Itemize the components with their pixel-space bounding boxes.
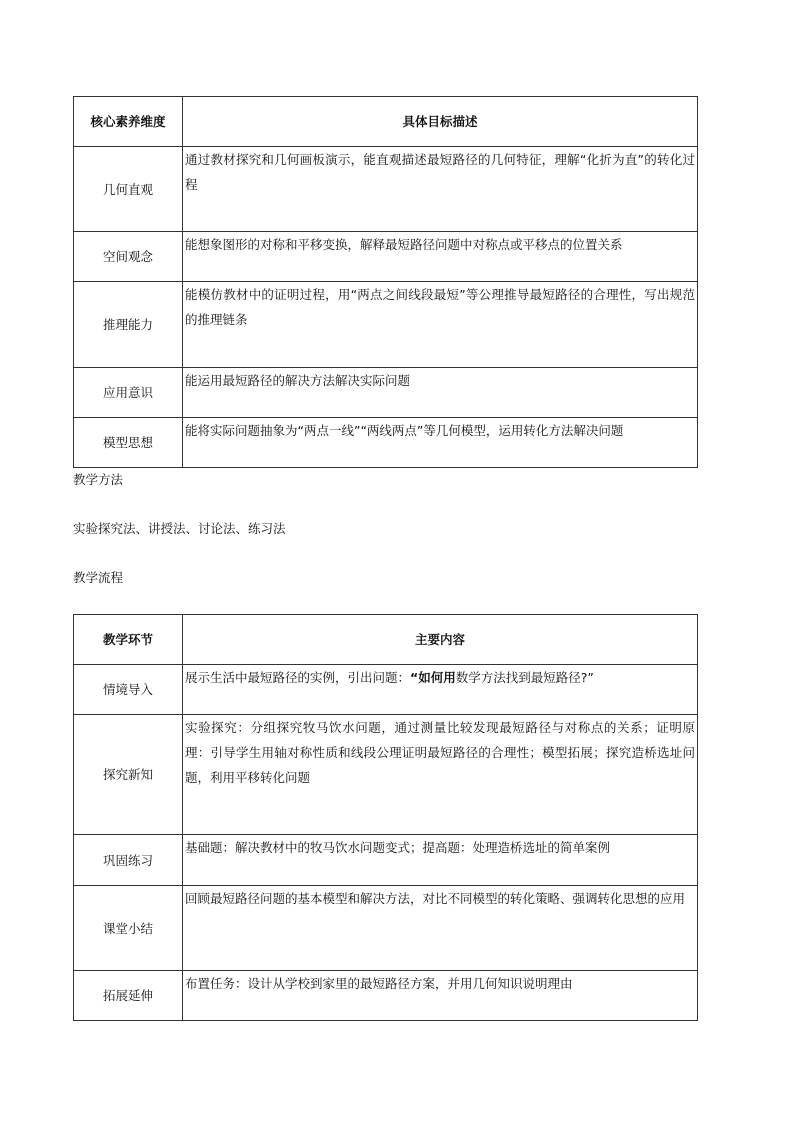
content-text-tail: 数学方法找到最短路径?” [455,670,594,685]
teaching-process-table [73,614,698,1021]
table-row [74,886,698,971]
table-row [74,418,698,468]
teaching-methods-text: 实验探究法、讲授法、讨论法、练习法 [73,521,286,536]
description-cell: 能将实际问题抽象为“两点一线”“两线两点”等几何模型，运用转化方法解决问题 [183,418,698,468]
content-emphasis: “如何用 [410,670,456,685]
stage-cell: 课堂小结 [74,886,183,971]
header-dimension: 核心素养维度 [74,97,183,147]
content-cell [183,665,698,715]
dimension-cell: 空间观念 [74,232,183,282]
header-description: 具体目标描述 [183,97,698,147]
table-row [74,368,698,418]
table-row [74,147,698,232]
section-title-teaching-method: 教学方法 [73,472,124,487]
content-cell: 实验探究：分组探究牧马饮水问题，通过测量比较发现最短路径与对称点的关系；证明原理：引导学生用轴对称性质和线段公理证明最短路径的合理性；模型拓展；探究造桥选址问题，利用平移转化问题 [183,715,698,835]
description-cell: 能想象图形的对称和平移变换，解释最短路径问题中对称点或平移点的位置关系 [183,232,698,282]
stage-cell: 情境导入 [74,665,183,715]
table-row [74,232,698,282]
content-cell: 布置任务：设计从学校到家里的最短路径方案，并用几何知识说明理由 [183,971,698,1021]
core-literacy-table [73,96,698,468]
table-row [74,665,698,715]
content-text: 展示生活中最短路径的实例，引出问题： [185,670,411,685]
section-title-teaching-process: 教学流程 [73,570,124,585]
description-cell: 能运用最短路径的解决方法解决实际问题 [183,368,698,418]
content-cell: 基础题：解决教材中的牧马饮水问题变式；提高题：处理造桥选址的简单案例 [183,835,698,886]
stage-cell: 巩固练习 [74,835,183,886]
dimension-cell: 模型思想 [74,418,183,468]
dimension-cell: 推理能力 [74,282,183,368]
table-row [74,835,698,886]
dimension-cell: 几何直观 [74,147,183,232]
table-row [74,971,698,1021]
table-header-row [74,615,698,665]
stage-cell: 拓展延伸 [74,971,183,1021]
table-row [74,715,698,835]
description-cell: 能模仿教材中的证明过程，用“两点之间线段最短”等公理推导最短路径的合理性，写出规范的推理链条 [183,282,698,368]
stage-cell: 探究新知 [74,715,183,835]
table-header-row [74,97,698,147]
content-cell: 回顾最短路径问题的基本模型和解决方法，对比不同模型的转化策略、强调转化思想的应用 [183,886,698,971]
description-cell: 通过教材探究和几何画板演示，能直观描述最短路径的几何特征，理解“化折为直”的转化过程 [183,147,698,232]
header-stage: 教学环节 [74,615,183,665]
dimension-cell: 应用意识 [74,368,183,418]
header-main-content: 主要内容 [183,615,698,665]
table-row [74,282,698,368]
